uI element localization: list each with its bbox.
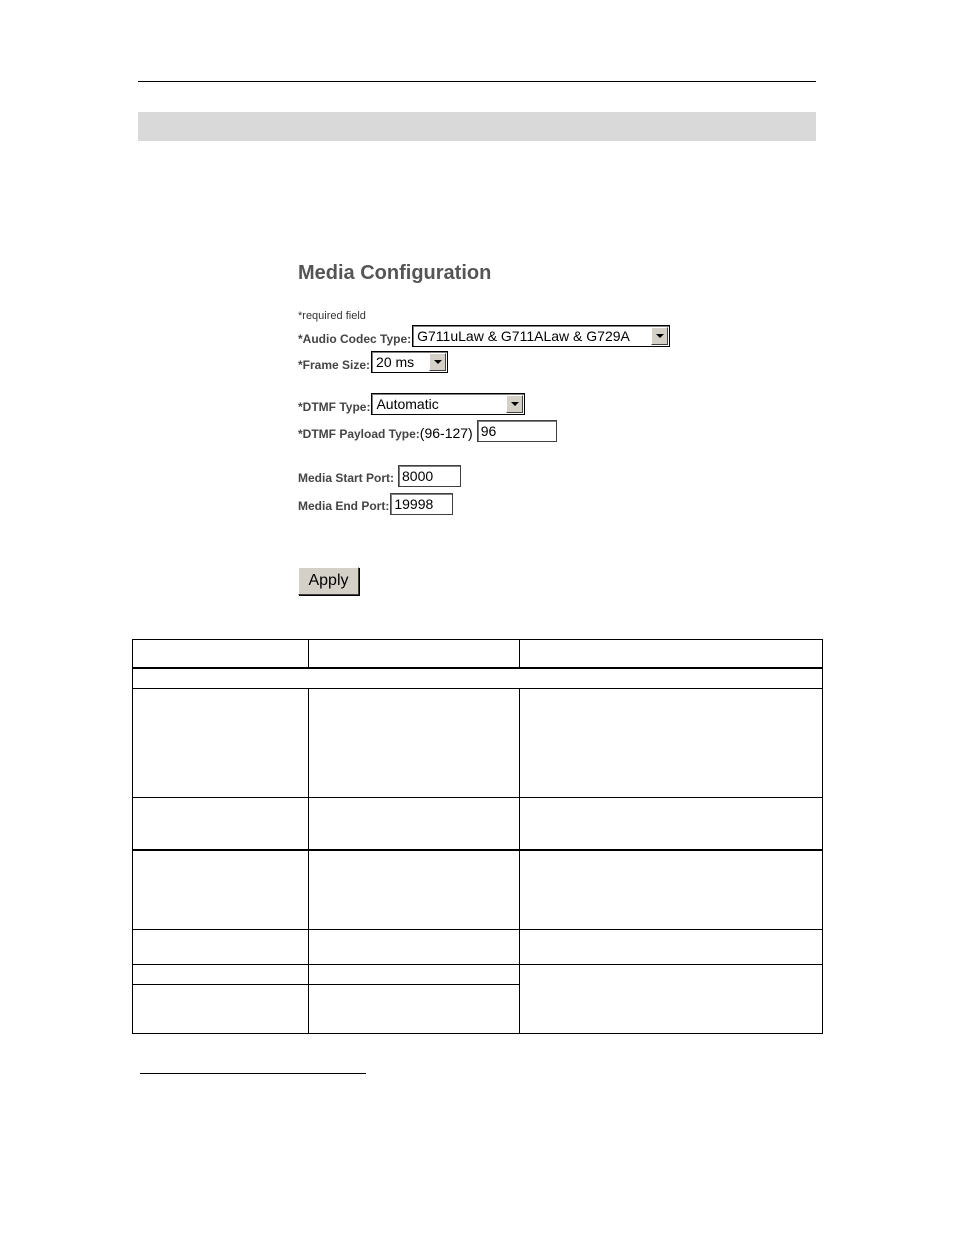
dtmf-payload-range: (96-127) xyxy=(419,425,473,441)
section-heading-bar xyxy=(138,112,816,141)
dtmf-payload-row xyxy=(298,418,557,444)
media-start-port-input[interactable]: 8000 xyxy=(398,465,461,487)
audio-codec-select[interactable] xyxy=(412,325,670,347)
table-rule xyxy=(308,639,309,668)
dtmf-payload-label-text: *DTMF Payload Type: xyxy=(298,427,420,441)
table-rule xyxy=(132,639,133,1034)
table-rule xyxy=(132,688,823,689)
dtmf-payload-label xyxy=(298,425,473,441)
table-rule xyxy=(132,797,823,798)
header-rule xyxy=(138,81,816,82)
frame-size-select[interactable] xyxy=(371,351,448,373)
apply-button[interactable]: Apply xyxy=(298,567,359,595)
table-rule xyxy=(132,984,519,985)
dtmf-payload-input[interactable]: 96 xyxy=(477,420,557,442)
dtmf-type-row xyxy=(298,391,525,417)
table-rule xyxy=(132,849,823,851)
dtmf-type-label: *DTMF Type: xyxy=(298,400,371,414)
media-end-port-label: Media End Port: xyxy=(298,499,390,513)
table-rule xyxy=(132,639,823,640)
frame-size-label: *Frame Size: xyxy=(298,358,371,372)
chevron-down-icon[interactable] xyxy=(506,395,523,413)
table-rule xyxy=(822,639,823,1034)
footnote-rule xyxy=(140,1073,366,1074)
table-rule xyxy=(519,688,520,1034)
audio-codec-label: *Audio Codec Type: xyxy=(298,332,412,346)
page-title: Media Configuration xyxy=(298,262,492,284)
table-rule xyxy=(519,639,520,668)
dtmf-type-select[interactable] xyxy=(371,393,525,415)
chevron-down-icon[interactable] xyxy=(429,353,446,371)
parameter-table xyxy=(132,639,823,1034)
audio-codec-value: G711uLaw & G711ALaw & G729A xyxy=(417,328,630,344)
frame-size-value: 20 ms xyxy=(376,354,415,370)
audio-codec-row xyxy=(298,323,670,349)
frame-size-row xyxy=(298,349,448,375)
table-rule xyxy=(308,688,309,1034)
dtmf-type-value: Automatic xyxy=(376,396,439,412)
chevron-down-icon[interactable] xyxy=(651,327,668,345)
table-rule xyxy=(132,929,823,930)
table-rule xyxy=(132,1033,823,1034)
table-rule xyxy=(132,964,823,965)
required-field-note: *required field xyxy=(298,310,366,322)
media-start-port-row xyxy=(298,463,461,489)
media-start-port-label: Media Start Port: xyxy=(298,471,395,485)
media-end-port-row xyxy=(298,491,453,517)
media-end-port-input[interactable]: 19998 xyxy=(390,493,453,515)
table-rule xyxy=(132,667,823,669)
